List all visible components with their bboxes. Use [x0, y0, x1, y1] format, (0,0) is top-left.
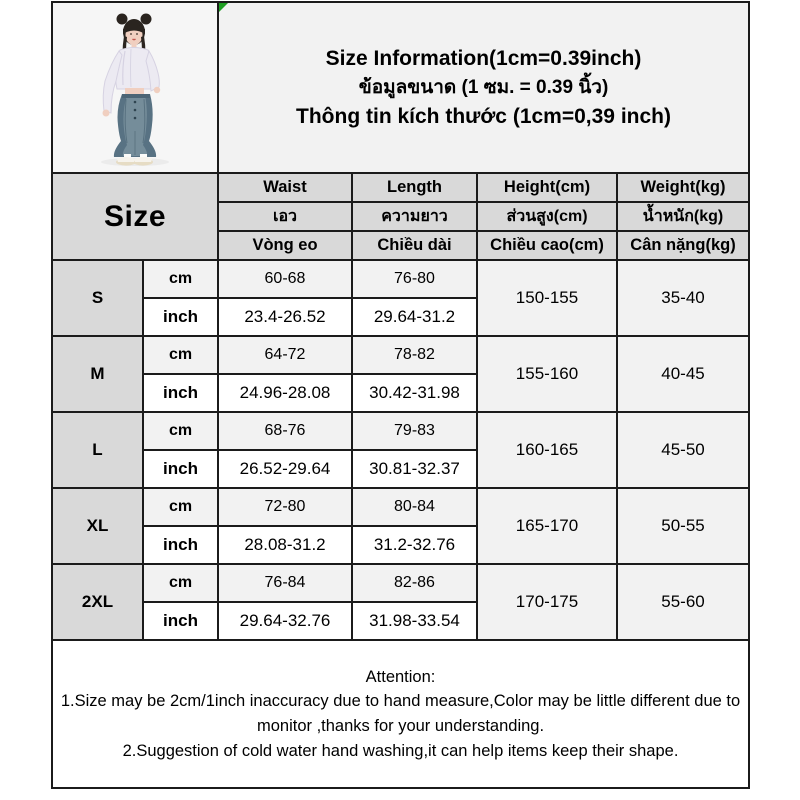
l-weight: 45-50 — [617, 412, 749, 488]
model-photo — [53, 3, 217, 167]
xl-length-cm: 80-84 — [352, 488, 477, 526]
unit-label-cm: cm — [143, 488, 218, 526]
size-information-table — [51, 1, 750, 789]
attention-heading: Attention: — [365, 667, 436, 686]
l-height: 160-165 — [477, 412, 617, 488]
title-thai: ข้อมูลขนาด (1 ซม. = 0.39 นิ้ว) — [358, 77, 609, 98]
unit-label-cm: cm — [143, 336, 218, 374]
col-header-length-th: ความยาว — [352, 202, 477, 231]
col-header-waist-vi: Vòng eo — [218, 231, 352, 260]
2xl-waist-cm: 76-84 — [218, 564, 352, 602]
photo-title-row — [52, 2, 749, 173]
unit-label-inch: inch — [143, 602, 218, 640]
m-waist-inch: 24.96-28.08 — [218, 374, 352, 412]
m-waist-cm: 64-72 — [218, 336, 352, 374]
s-height: 150-155 — [477, 260, 617, 336]
s-weight: 35-40 — [617, 260, 749, 336]
l-waist-inch: 26.52-29.64 — [218, 450, 352, 488]
table-row-2xl-cm — [52, 564, 749, 602]
size-label-l: L — [52, 412, 143, 488]
s-length-inch: 29.64-31.2 — [352, 298, 477, 336]
size-label-xl: XL — [52, 488, 143, 564]
size-label-s: S — [52, 260, 143, 336]
unit-label-inch: inch — [143, 526, 218, 564]
attention-note — [52, 640, 749, 788]
unit-label-cm: cm — [143, 412, 218, 450]
m-height: 155-160 — [477, 336, 617, 412]
l-length-cm: 79-83 — [352, 412, 477, 450]
col-header-height-th: ส่วนสูง(cm) — [477, 202, 617, 231]
table-row-s-cm — [52, 260, 749, 298]
2xl-length-cm: 82-86 — [352, 564, 477, 602]
product-photo-cell — [52, 2, 218, 173]
l-waist-cm: 68-76 — [218, 412, 352, 450]
col-header-weight-en: Weight(kg) — [617, 173, 749, 202]
xl-weight: 50-55 — [617, 488, 749, 564]
m-length-cm: 78-82 — [352, 336, 477, 374]
size-label-m: M — [52, 336, 143, 412]
col-header-height-vi: Chiều cao(cm) — [477, 231, 617, 260]
size-header: Size — [52, 173, 218, 260]
m-weight: 40-45 — [617, 336, 749, 412]
2xl-waist-inch: 29.64-32.76 — [218, 602, 352, 640]
m-length-inch: 30.42-31.98 — [352, 374, 477, 412]
cell-flag-icon — [219, 3, 228, 12]
col-header-waist-en: Waist — [218, 173, 352, 202]
col-header-weight-th: น้ำหนัก(kg) — [617, 202, 749, 231]
2xl-height: 170-175 — [477, 564, 617, 640]
s-waist-cm: 60-68 — [218, 260, 352, 298]
table-row-m-cm — [52, 336, 749, 374]
unit-label-cm: cm — [143, 564, 218, 602]
attention-line-1: 1.Size may be 2cm/1inch inaccuracy due to hand measure,Color may be little different due to monitor ,thanks for your understanding. — [60, 692, 741, 735]
unit-label-inch: inch — [143, 298, 218, 336]
unit-label-inch: inch — [143, 450, 218, 488]
xl-waist-cm: 72-80 — [218, 488, 352, 526]
l-length-inch: 30.81-32.37 — [352, 450, 477, 488]
2xl-length-inch: 31.98-33.54 — [352, 602, 477, 640]
attention-line-2: 2.Suggestion of cold water hand washing,it can help items keep their shape. — [122, 741, 679, 760]
s-length-cm: 76-80 — [352, 260, 477, 298]
size-label-2xl: 2XL — [52, 564, 143, 640]
col-header-length-vi: Chiều dài — [352, 231, 477, 260]
table-row-xl-cm — [52, 488, 749, 526]
attention-row — [52, 640, 749, 788]
col-header-waist-th: เอว — [218, 202, 352, 231]
xl-height: 165-170 — [477, 488, 617, 564]
title-vietnamese: Thông tin kích thước (1cm=0,39 inch) — [296, 105, 671, 128]
2xl-weight: 55-60 — [617, 564, 749, 640]
xl-waist-inch: 28.08-31.2 — [218, 526, 352, 564]
col-header-weight-vi: Cân nặng(kg) — [617, 231, 749, 260]
header-row-english — [52, 173, 749, 202]
unit-label-inch: inch — [143, 374, 218, 412]
table-row-l-cm — [52, 412, 749, 450]
col-header-length-en: Length — [352, 173, 477, 202]
xl-length-inch: 31.2-32.76 — [352, 526, 477, 564]
s-waist-inch: 23.4-26.52 — [218, 298, 352, 336]
unit-label-cm: cm — [143, 260, 218, 298]
title-english: Size Information(1cm=0.39inch) — [325, 47, 642, 70]
col-header-height-en: Height(cm) — [477, 173, 617, 202]
title-cell — [218, 2, 749, 173]
